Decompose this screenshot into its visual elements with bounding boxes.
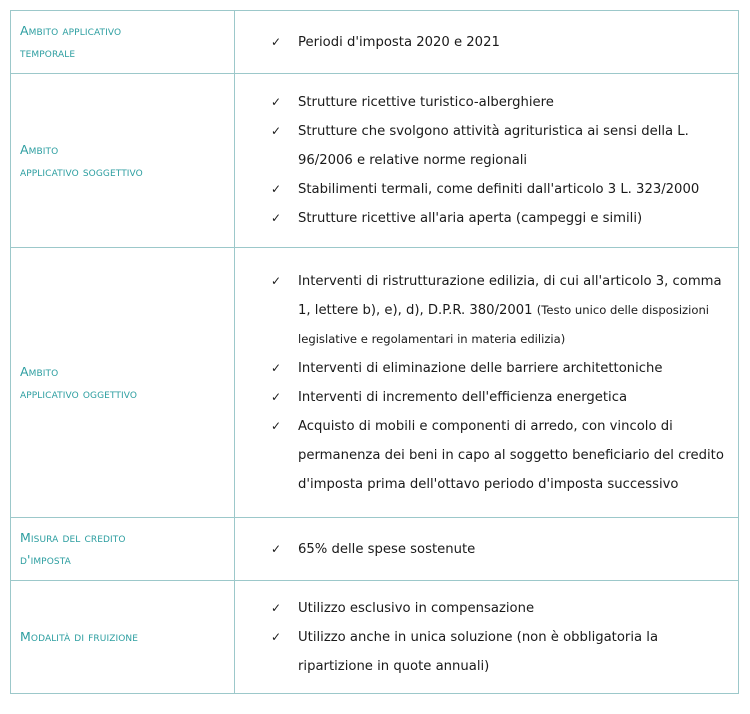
item-list (271, 28, 730, 57)
list-item: ✓ Interventi di ristrutturazione edilizia, di cui all'articolo 3, comma 1, lettere b), e), d), D.P.R. 380/2001 (Testo unico delle disposizioni legislative e regolamentari in materia edilizia) (271, 267, 730, 354)
content-cell (235, 11, 739, 74)
list-item: ✓ Acquisto di mobili e componenti di arredo, con vincolo di permanenza dei beni in capo al soggetto beneficiario del credito d'imposta prima dell'ottavo periodo d'imposta successivo (271, 412, 730, 499)
check-icon: ✓ (271, 95, 282, 109)
check-icon: ✓ (271, 600, 282, 615)
content-cell (235, 248, 739, 518)
row-ambito-soggettivo (11, 74, 739, 248)
row-label: Misura del credito d'imposta (20, 530, 126, 567)
list-item: ✓ Periodi d'imposta 2020 e 2021 (271, 28, 730, 57)
item-list (271, 535, 730, 564)
item-note: (Testo unico delle disposizioni legislative e regolamentari in materia edilizia) (298, 302, 710, 346)
item-list (271, 267, 730, 499)
item-list (271, 594, 730, 681)
row-label: Modalità di fruizione (20, 629, 139, 644)
check-icon: ✓ (271, 541, 282, 556)
row-ambito-temporale (11, 11, 739, 74)
row-label: Ambito applicativo oggettivo (20, 363, 138, 401)
check-icon: ✓ (271, 211, 282, 225)
list-item: ✓ Stabilimenti termali, come definiti dall'articolo 3 L. 323/2000 (271, 175, 730, 204)
check-icon: ✓ (271, 360, 282, 375)
row-modalita-fruizione (11, 581, 739, 694)
label-cell (11, 11, 235, 74)
check-icon: ✓ (271, 418, 282, 433)
check-icon: ✓ (271, 34, 282, 49)
row-label: Ambito applicativo temporale (20, 23, 122, 60)
row-misura-credito (11, 518, 739, 581)
label-cell (11, 581, 235, 694)
content-cell (235, 74, 739, 248)
content-cell (235, 581, 739, 694)
label-cell (11, 74, 235, 248)
check-icon: ✓ (271, 629, 282, 644)
item-list (271, 88, 730, 233)
label-cell (11, 518, 235, 581)
list-item: ✓ Utilizzo esclusivo in compensazione (271, 594, 730, 623)
check-icon: ✓ (271, 273, 282, 288)
content-cell (235, 518, 739, 581)
check-icon: ✓ (271, 124, 282, 138)
row-ambito-oggettivo (11, 248, 739, 518)
list-item: ✓ Utilizzo anche in unica soluzione (non è obbligatoria la ripartizione in quote annuali) (271, 623, 730, 681)
list-item: ✓ 65% delle spese sostenute (271, 535, 730, 564)
row-label: Ambito applicativo soggettivo (20, 141, 143, 179)
list-item: ✓ Strutture ricettive all'aria aperta (campeggi e simili) (271, 204, 730, 233)
list-item: ✓ Strutture ricettive turistico-alberghiere (271, 88, 730, 117)
check-icon: ✓ (271, 182, 282, 196)
list-item: ✓ Interventi di eliminazione delle barriere architettoniche (271, 354, 730, 383)
list-item: ✓ Strutture che svolgono attività agrituristica ai sensi della L. 96/2006 e relative norme regionali (271, 117, 730, 175)
list-item: ✓ Interventi di incremento dell'efficienza energetica (271, 383, 730, 412)
info-table (10, 10, 739, 694)
check-icon: ✓ (271, 389, 282, 404)
label-cell (11, 248, 235, 518)
